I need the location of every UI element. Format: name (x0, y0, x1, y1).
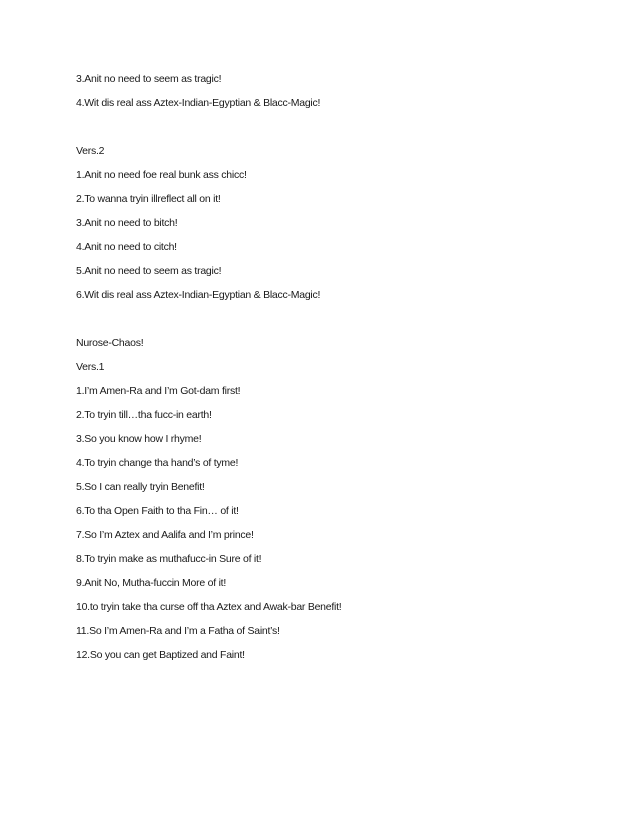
text-line: 4.To tryin change tha hand’s of tyme! (76, 457, 239, 469)
document-body (76, 72, 576, 672)
text-line: 8.To tryin make as muthafucc-in Sure of it! (76, 553, 262, 565)
section-spacer (76, 312, 576, 336)
text-line: 10.to tryin take tha curse off tha Aztex and Awak-bar Benefit! (76, 601, 342, 613)
text-line: 7.So I’m Aztex and Aalifa and I’m prince! (76, 529, 254, 541)
text-line: 3.Anit no need to seem as tragic! (76, 73, 222, 85)
text-line: 2.To wanna tryin illreflect all on it! (76, 193, 221, 205)
text-line: 1.I’m Amen-Ra and I’m Got-dam first! (76, 385, 241, 397)
section-spacer (76, 120, 576, 144)
text-line: 12.So you can get Baptized and Faint! (76, 649, 245, 661)
song-title: Nurose-Chaos! (76, 337, 144, 349)
text-line: 3.So you know how I rhyme! (76, 433, 202, 445)
text-line: 1.Anit no need foe real bunk ass chicc! (76, 169, 247, 181)
text-line: 4.Wit dis real ass Aztex-Indian-Egyptian & Blacc-Magic! (76, 97, 321, 109)
text-line: 11.So I’m Amen-Ra and I’m a Fatha of Saint’s! (76, 625, 280, 637)
text-line: 2.To tryin till…tha fucc-in earth! (76, 409, 212, 421)
text-line: 3.Anit no need to bitch! (76, 217, 178, 229)
text-line: 5.Anit no need to seem as tragic! (76, 265, 222, 277)
verse-heading: Vers.1 (76, 361, 105, 373)
verse-heading: Vers.2 (76, 145, 105, 157)
text-line: 5.So I can really tryin Benefit! (76, 481, 205, 493)
text-line: 9.Anit No, Mutha-fuccin More of it! (76, 577, 226, 589)
text-line: 6.To tha Open Faith to tha Fin… of it! (76, 505, 239, 517)
text-line: 6.Wit dis real ass Aztex-Indian-Egyptian & Blacc-Magic! (76, 289, 321, 301)
text-line: 4.Anit no need to citch! (76, 241, 177, 253)
